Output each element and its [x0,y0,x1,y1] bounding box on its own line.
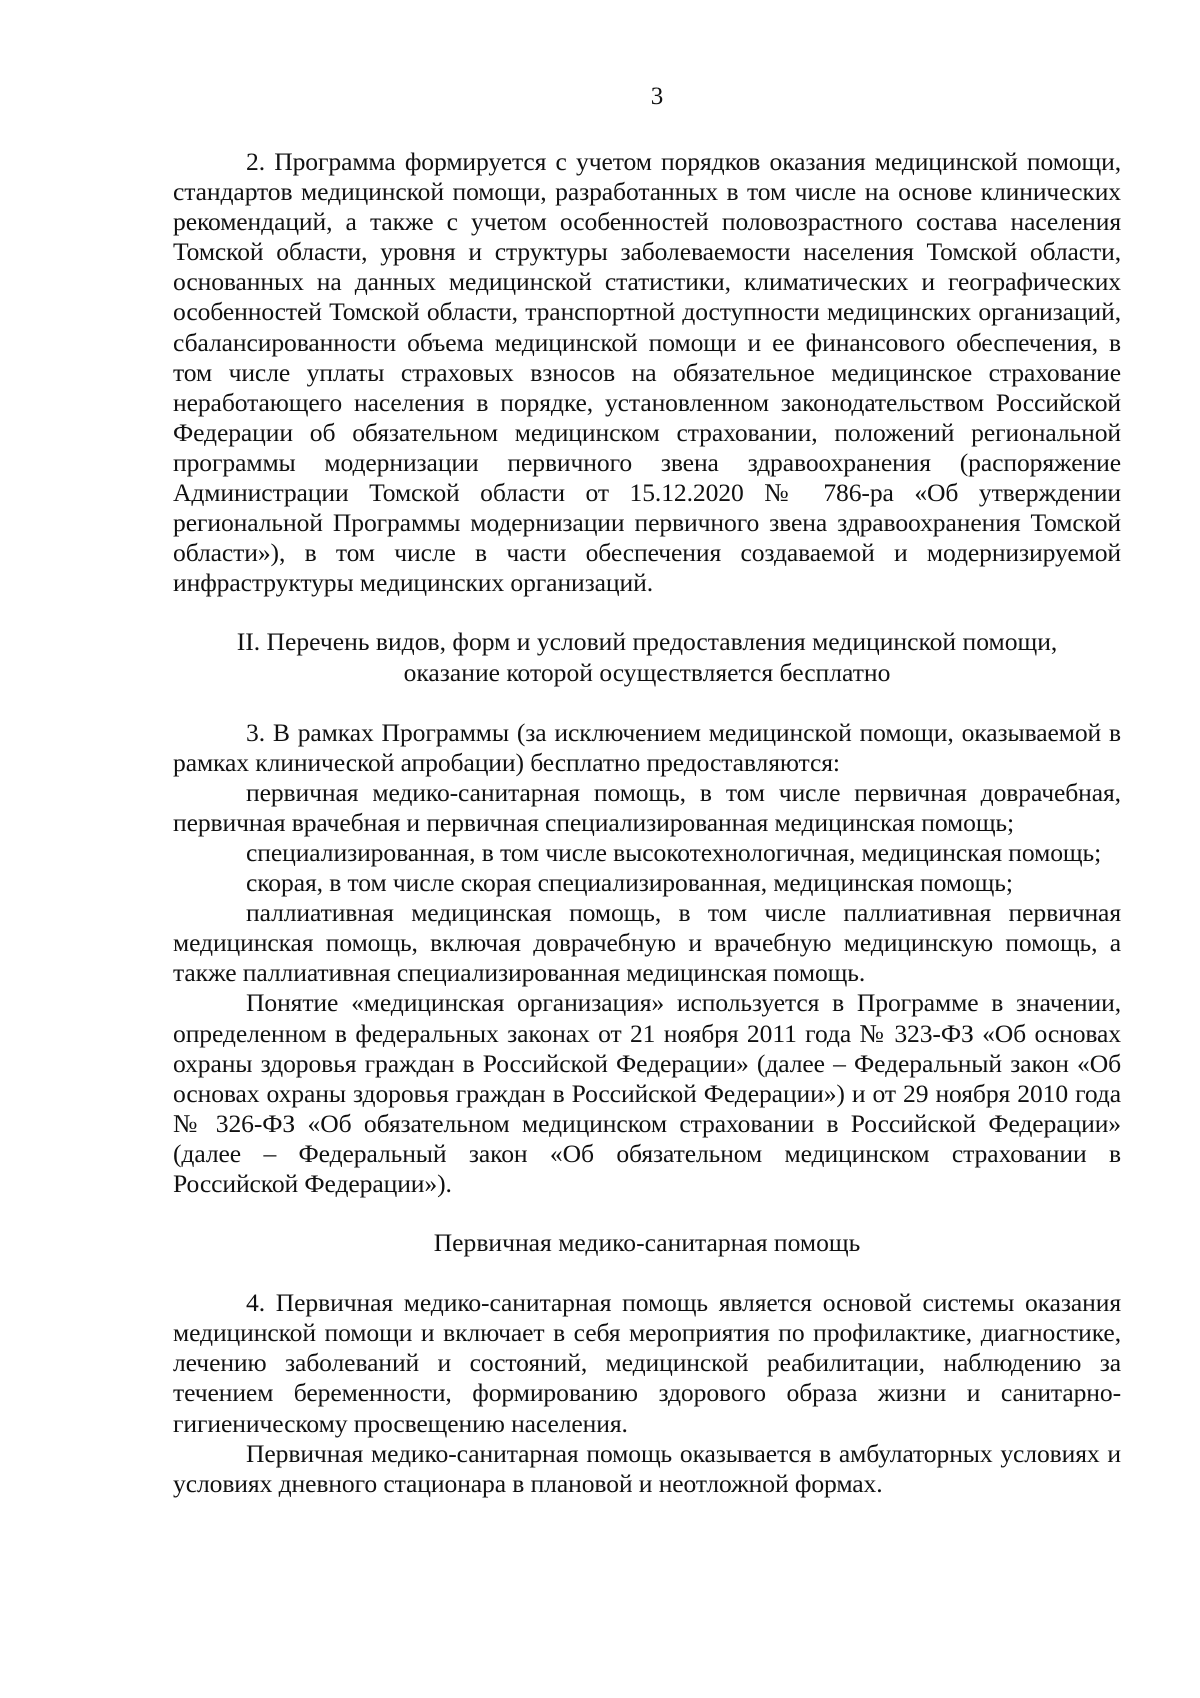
paragraph-medical-organization-definition: Понятие «медицинская организация» используется в Программе в значении, определенном в федеральных законах от 21 ноября 2011 года № 323-ФЗ «Об основах охраны здоровья граждан в Российской Федерации» (далее – Федеральный закон «Об основах охраны здоровья граждан в Российской Федерации») и от 29 ноября 2010 года № 326-ФЗ «Об обязательном медицинском страховании в Российской Федерации» (далее – Федеральный закон «Об обязательном медицинском страховании в Российской Федерации»). [173,988,1121,1198]
paragraph-3: 3. В рамках Программы (за исключением медицинской помощи, оказываемой в рамках клинической апробации) бесплатно предоставляются: [173,717,1121,777]
section-heading-ii [173,627,1121,687]
list-item-primary-care: первичная медико-санитарная помощь, в том числе первичная доврачебная, первичная врачебная и первичная специализированная медицинская помощь; [173,777,1121,837]
list-item-specialized-care: специализированная, в том числе высокотехнологичная, медицинская помощь; [246,837,1102,867]
section-1 [173,147,1121,598]
list-item-palliative-care: паллиативная медицинская помощь, в том числе паллиативная первичная медицинская помощь, включая доврачебную и врачебную медицинскую помощь, а также паллиативная специализированная медицинская помощь. [173,898,1121,988]
section-3 [173,1288,1121,1499]
paragraph-primary-care-forms: Первичная медико-санитарная помощь оказывается в амбулаторных условиях и условиях дневного стационара в плановой и неотложной формах. [173,1438,1121,1498]
page-number: 3 [650,83,664,110]
paragraph-2: 2. Программа формируется с учетом порядков оказания медицинской помощи, стандартов медицинской помощи, разработанных в том числе на основе клинических рекомендаций, а также с учетом особенностей половозрастного состава населения Томской области, уровня и структуры заболеваемости населения Томской области, основанных на данных медицинской статистики, климатических и географических особенностей Томской области, транспортной доступности медицинских организаций, сбалансированности объема медицинской помощи и ее финансового обеспечения, в том числе уплаты страховых взносов на обязательное медицинское страхование неработающего населения в порядке, установленном законодательством Российской Федерации об обязательном медицинском страховании, положений региональной программы модернизации первичного звена здравоохранения (распоряжение Администрации Томской области от 15.12.2020 № 786-ра «Об утверждении региональной Программы модернизации первичного звена здравоохранения Томской области»), в том числе в части обеспечения создаваемой и модернизируемой инфраструктуры медицинских организаций. [173,147,1121,598]
subsection-heading-primary-care: Первичная медико-санитарная помощь [433,1228,861,1258]
section-2 [173,718,1121,1200]
section-heading-ii-line-2: оказание которой осуществляется бесплатно [403,657,891,687]
paragraph-4: 4. Первичная медико-санитарная помощь является основой системы оказания медицинской помощи и включает в себя мероприятия по профилактике, диагностике, лечению заболеваний и состояний, медицинской реабилитации, наблюдению за течением беременности, формированию здорового образа жизни и санитарно-гигиеническому просвещению населения. [173,1288,1121,1438]
section-heading-ii-line-1: II. Перечень видов, форм и условий предоставления медицинской помощи, [236,627,1058,657]
list-item-emergency-care: скорая, в том числе скорая специализированная, медицинская помощь; [246,868,1013,898]
